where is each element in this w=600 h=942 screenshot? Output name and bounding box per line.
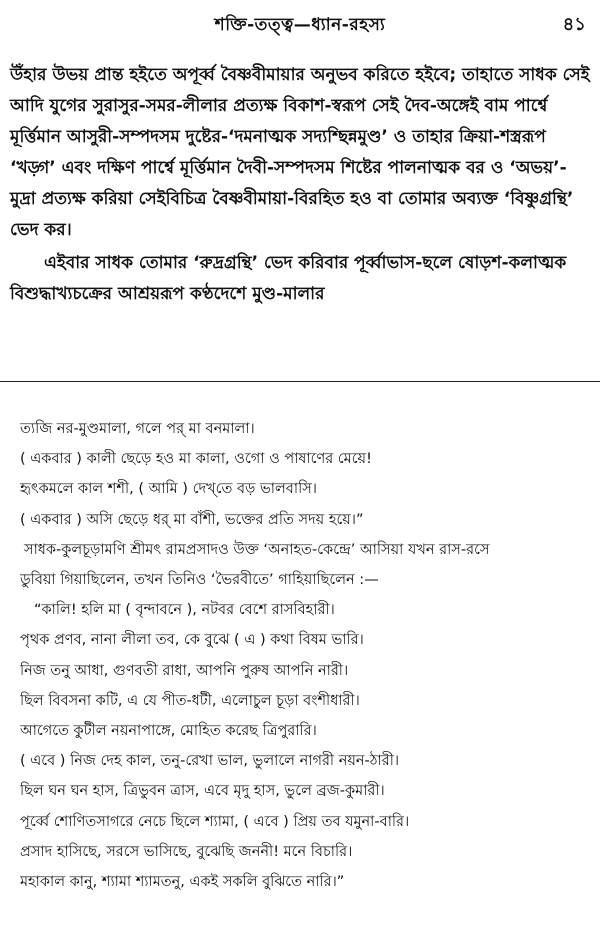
footnote-line: ছিল ঘন ঘন হাস, ত্রিভুবন ত্রাস, এবে মৃদু হাস, ভুলে ব্রজ-কুমারী। <box>20 783 385 800</box>
footnote-line: আগেতে কুটীল নয়নাপাঙ্গে, মোহিত করেছ ত্রিপুরারি। <box>20 723 317 740</box>
footnote-line: ত্যজি নর-মুণ্ডমালা, গলে পর্ মা বনমালা। <box>20 421 255 437</box>
page-header <box>0 0 600 46</box>
footnote-divider <box>0 381 600 382</box>
footnote-line: ( এবে ) নিজ দেহ কাল, তনু-রেখা ভাল, ভুলালে নাগরী নয়ন-ঠারী। <box>20 753 400 770</box>
footnote-line: পূর্ব্বে শোণিতসাগরে নেচে ছিলে শ্যামা, ( এবে ) প্রিয় তব যমুনা-বারি। <box>20 813 410 830</box>
footnote-line: ( একবার ) অসি ছেড়ে ধর্ মা বাঁশী, ভক্তের প্রতি সদয় হয়ে।” <box>20 511 364 528</box>
footnote-line: মহাকাল কানু, শ্যামা শ্যামতনু, একই সকলি বুঝিতে নারি।” <box>20 874 345 891</box>
footnote-block <box>20 414 592 897</box>
footnote-line: ছিল বিবসনা কটি, এ যে পীত-ধটী, এলোচুল চূড়া বংশীধারী। <box>20 692 360 709</box>
page-number: ৪১ <box>562 14 586 35</box>
running-title: শক্তি-তত্ত্ব—ধ্যান-রহস্য <box>214 15 386 35</box>
main-body <box>10 60 590 310</box>
footnote-line: হৃৎকমলে কাল শশী, ( আমি ) দেখ্‌তে বড় ভালবাসি। <box>20 481 317 498</box>
footnote-line: পৃথক প্রণব, নানা লীলা তব, কে বুঝে ( এ ) কথা বিষম ভারি। <box>20 632 364 649</box>
body-paragraph-2: এইবার সাধক তোমার ‘রুদ্রগ্রন্থি’ ভেদ করিবার পূর্ব্বাভাস-ছলে ষোড়শ-কলাত্মক বিশুদ্ধাখ্যচক্রের আশ্রয়রূপ কণ্ঠদেশে মুণ্ড-মালার <box>10 253 567 304</box>
footnote-line: প্রসাদ হাসিছে, সরসে ভাসিছে, বুঝেছি জননী! মনে বিচারি। <box>20 843 353 860</box>
body-paragraph-1: উঁহার উভয় প্রান্ত হইতে অপূর্ব্ব বৈষ্ণবীমায়ার অনুভব করিতে হইবে; তাহাতে সাধক সেই আদি যুগের সুরাসুর-সমর-লীলার প্রত্যক্ষ বিকাশ-স্বরূপ সেই দৈব-অঙ্গেই বাম পার্শ্বে মূর্ত্তিমান আসুরী-সম্পদসম দুষ্টের-‘দমনাত্মক সদ্যশ্ছিন্নমুণ্ড’ ও তাহার ক্রিয়া-শস্ত্ররূপ ‘খড়্গ’ এবং দক্ষিণ পার্শ্বে মূর্ত্তিমান দৈবী-সম্পদসম শিষ্টের পালনাত্মক বর ও ‘অভয়’-মুদ্রা প্রত্যক্ষ করিয়া সেইবিচিত্র বৈষ্ণবীমায়া-বিরহিত হও বা তোমার অব্যক্ত ‘বিষ্ণুগ্রন্থি’ ভেদ কর। <box>10 65 590 240</box>
footnote-line: সাধক-কুলচূড়ামণি শ্রীমৎ রামপ্রসাদও উক্ত ‘অনাহত-কেন্দ্রে’ আসিয়া যখন রাস-রসে <box>24 541 490 558</box>
footnote-line: নিজ তনু আধা, গুণবতী রাধা, আপনি পুরুষ আপনি নারী। <box>20 662 349 679</box>
footnote-line: “কালি! হলি মা ( বৃন্দাবনে ), নটবর বেশে রাসবিহারী। <box>34 602 335 619</box>
footnote-line: ডুবিয়া গিয়াছিলেন, তখন তিনিও ‘ভৈরবীতে’ গাহিয়াছিলেন :— <box>20 572 379 589</box>
footnote-line: ( একবার ) কালী ছেড়ে হও মা কালা, ওগো ও পাষাণের মেয়ে! <box>20 451 372 468</box>
